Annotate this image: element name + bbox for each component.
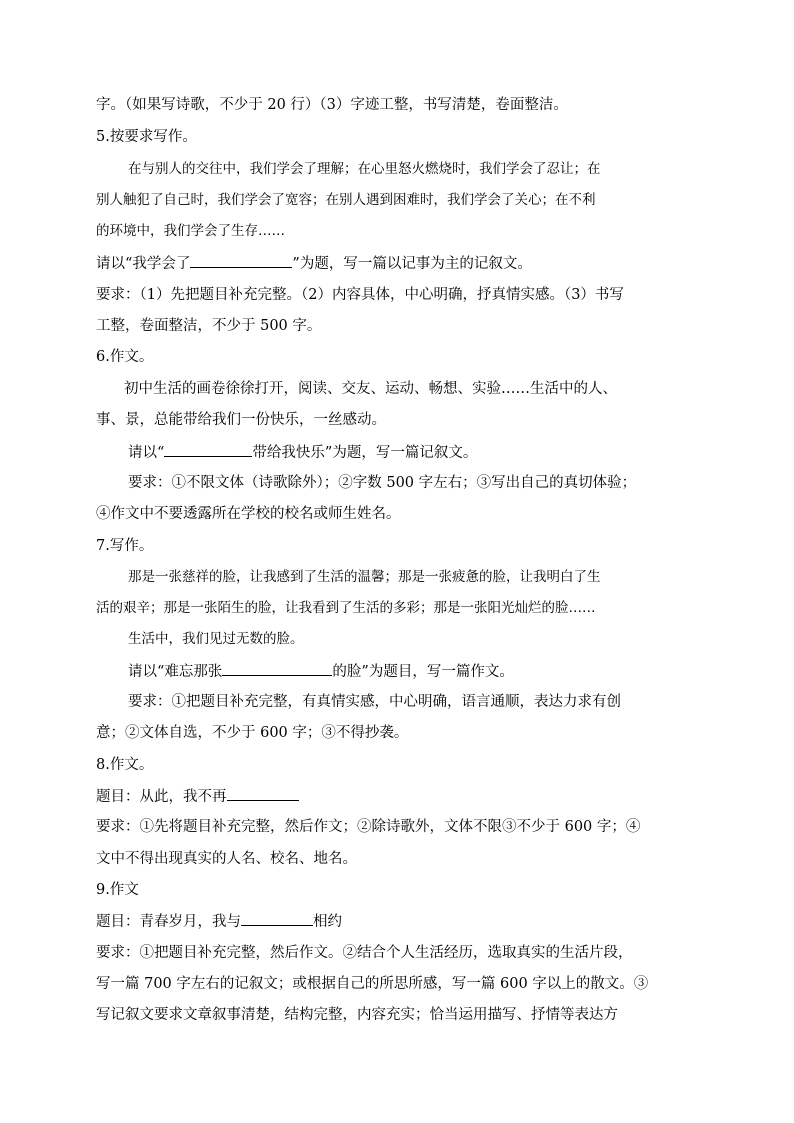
requirements: 要求：（1）先把题目补充完整。（2）内容具体，中心明确，抒真情实感。（3）书写: [96, 287, 624, 303]
instruction-text: 题目：从此，我不再: [96, 789, 227, 805]
instruction-text: 请以“: [128, 445, 165, 461]
prompt-passage: 那是一张慈祥的脸，让我感到了生活的温馨；那是一张疲惫的脸，让我明白了生: [128, 569, 601, 585]
section-heading-9: 9.作文: [96, 882, 139, 898]
prompt-passage: 初中生活的画卷徐徐打开，阅读、交友、运动、畅想、实验……生活中的人、: [124, 381, 617, 397]
prompt-passage: 事、景，总能带给我们一份快乐，一丝感动。: [96, 412, 386, 428]
requirements: 要求：①把题目补充完整，然后作文。②结合个人生活经历，选取真实的生活片段，: [96, 945, 633, 961]
title-9: [96, 911, 710, 932]
fill-blank: [227, 786, 299, 801]
fill-blank: [241, 911, 313, 926]
section-heading-6: 6.作文。: [96, 349, 154, 365]
fill-blank: [222, 661, 332, 676]
instruction-text: 请以“难忘那张: [128, 664, 223, 680]
requirements: 意；②文体自选，不少于 600 字；③不得抄袭。: [96, 725, 409, 741]
fill-blank: [190, 253, 292, 268]
title-instruction-7: [128, 661, 710, 682]
fill-blank: [164, 442, 252, 457]
prompt-passage: 在与别人的交往中，我们学会了理解；在心里怒火燃烧时，我们学会了忍让；在: [128, 161, 601, 177]
text-line: 字。（如果写诗歌，不少于 20 行）（3）字迹工整，书写清楚，卷面整洁。: [96, 97, 568, 113]
section-heading-5: 5.按要求写作。: [96, 129, 197, 145]
requirements: 要求：①不限文体（诗歌除外）；②字数 500 字左右；③写出自己的真切体验；: [128, 475, 637, 491]
requirements: 写一篇 700 字左右的记叙文；或根据自己的所思所感，写一篇 600 字以上的散文。③: [96, 976, 649, 992]
instruction-text: 题目：青春岁月，我与: [96, 914, 241, 930]
instruction-text: 的脸”为题目，写一篇作文。: [332, 664, 514, 680]
title-instruction-6: [128, 442, 710, 463]
instruction-text: 请以“我学会了: [96, 256, 191, 272]
section-heading-7: 7.写作。: [96, 538, 154, 554]
prompt-passage: 生活中，我们见过无数的脸。: [128, 631, 304, 647]
requirements: 文中不得出现真实的人名、校名、地名。: [96, 851, 357, 867]
requirements: 写记叙文要求文章叙事清楚，结构完整，内容充实；恰当运用描写、抒情等表达方: [96, 1007, 618, 1023]
prompt-passage: 活的艰辛；那是一张陌生的脸，让我看到了生活的多彩；那是一张阳光灿烂的脸……: [96, 600, 596, 616]
requirements: ④作文中不要透露所在学校的校名或师生姓名。: [96, 506, 401, 522]
title-instruction-5: [96, 253, 710, 274]
instruction-text: 相约: [313, 914, 342, 930]
requirements: 要求：①先将题目补充完整，然后作文；②除诗歌外，文体不限③不少于 600 字；④: [96, 819, 641, 835]
prompt-passage: 别人触犯了自己时，我们学会了宽容；在别人遇到困难时，我们学会了关心；在不利: [96, 192, 596, 208]
instruction-text: 带给我快乐”为题，写一篇记叙文。: [252, 445, 478, 461]
section-heading-8: 8.作文。: [96, 757, 154, 773]
instruction-text: ”为题，写一篇以记事为主的记叙文。: [292, 256, 532, 272]
requirements: 要求：①把题目补充完整，有真情实感，中心明确，语言通顺，表达力求有创: [128, 694, 621, 710]
prompt-passage: 的环境中，我们学会了生存……: [96, 223, 285, 239]
title-8: [96, 786, 710, 807]
requirements: 工整，卷面整洁，不少于 500 字。: [96, 318, 322, 334]
